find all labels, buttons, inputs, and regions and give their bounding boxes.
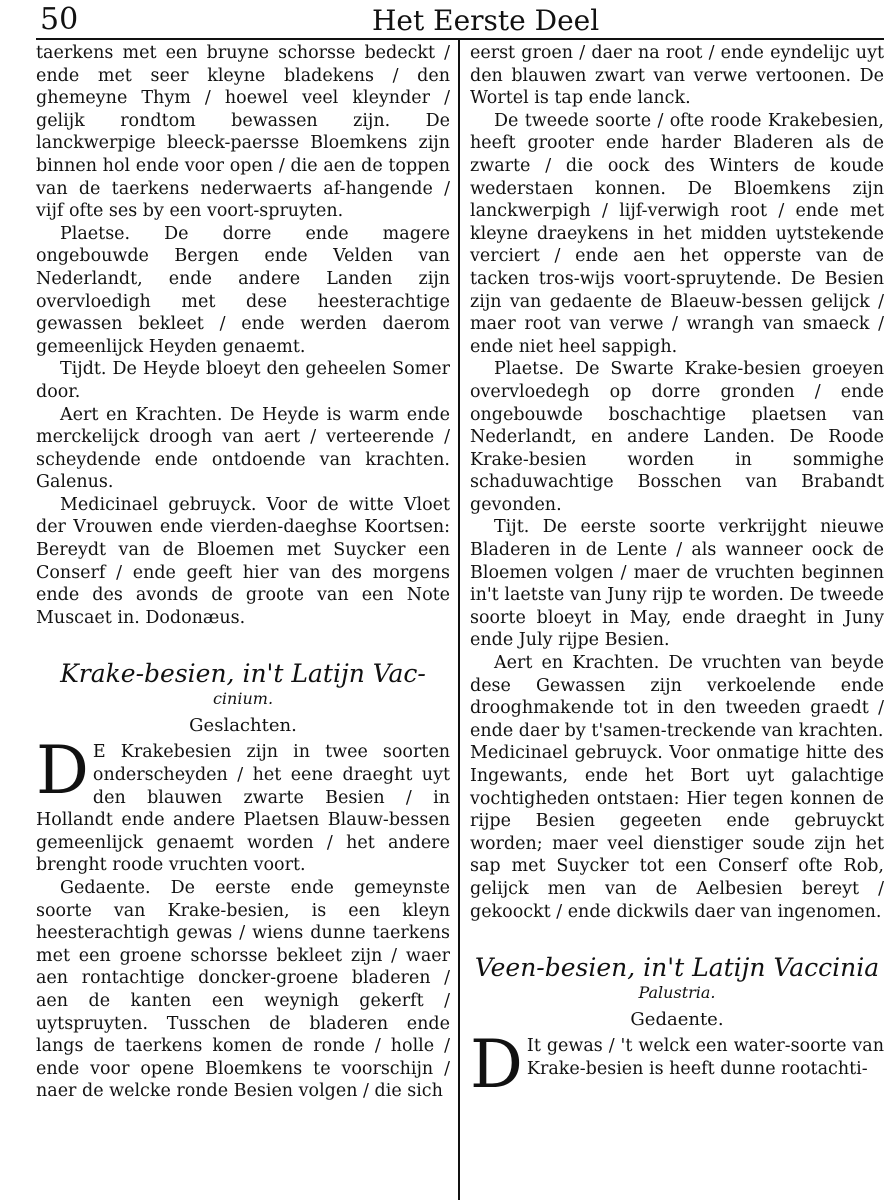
paragraph: Plaetse. De dorre ende magere ongebouwde Bergen ende Velden van Nederlandt, ende andere Landen zijn overvloedigh met dese heesterachtige gewassen bekleet / ende werden daerom gemeenlijck Heyden genaemt. [36,223,450,357]
paragraph: Aert en Krachten. De Heyde is warm ende merckelijck droogh van aert / verteerende / scheydende ende ontdoende van krachten. Galenus. [36,404,450,493]
paragraph-text: E Krakebesien zijn in twee soorten onderscheyden / het eene draeght uyt den blauwen zwarte Besien / in Hollandt ende andere Plaetsen Blauw-bessen gemeenlijck genaemt worden / het andere brenght roode vruchten voort. [36,742,450,876]
paragraph: Medicinael gebruyck. Voor onmatige hitte des Ingewants, ende het Bort uyt galachtige vochtigheden ontstaen: Hier tegen konnen de rijpe Besien gegeeten ende gebruyckt worden; maer veel dienstiger soude zijn het sap met Suycker tot een Conserf ofte Rob, gelijck men van de Aelbesien bereyt / gekoockt / ende dickwils daer van ingenomen. [470,743,884,922]
paragraph: Aert en Krachten. De vruchten van beyde dese Gewassen zijn verkoelende ende drooghmakende tot in den tweeden graedt / ende daer by t'samen-treckende van krachten. [470,653,884,741]
column-divider [458,40,460,1200]
header-rule [36,38,884,40]
paragraph: Tijdt. De Heyde bloeyt den geheelen Somer door. [36,359,450,402]
paragraph-text: It gewas / 't welck een water-soorte van Krake-besien is heeft dunne rootachti- [526,1036,884,1079]
drop-cap: D [470,1026,523,1104]
paragraph: taerkens met een bruyne schorsse bedeckt / ende met seer kleyne bladekens / den ghemeyne Thym / hoewel veel kleynder / gelijk rondtom bewassen zijn. De lanckwerpige bleeck-paersse Bloemkens zijn binnen hol ende voor open / die aen de toppen van de taerkens nederwaerts af-hangende / vijf ofte ses by een voort-spruyten. [36,43,450,222]
page-header [0,0,895,44]
paragraph: Gedaente. De eerste ende gemeynste soorte van Krake-besien, is een kleyn heesterachtigh gewas / wiens dunne taerkens met een groene schorsse bekleet zijn / waer aen rontachtige doncker-groene bladeren / aen de kanten een weynigh gekerft / uytspruyten. Tusschen de bladeren ende langs de taerkens komen de ronde / holle / ende voor opene Bloemkens te voorschijn / naer de welcke ronde Besien volgen / die sich [36,878,450,1102]
paragraph: eerst groen / daer na root / ende eyndelijc uyt den blauwen zwart van verwe vertoonen. De Wortel is tap ende lanck. [470,43,884,109]
paragraph: Tijt. De eerste soorte verkrijght nieuwe Bladeren in de Lente / als wanneer oock de Bloemen volgen / maer de vruchten beginnen in't laetste van Juny rijp te worden. De tweede soorte bloeyt in May, ende draeght in Juny ende July rijpe Besien. [470,517,884,651]
section-heading: Gedaente. [630,1009,724,1031]
paragraph [470,1026,884,1104]
entry-subtitle: Palustria. [638,983,716,1003]
entry-subtitle: cinium. [212,689,274,709]
entry-title: Krake-besien, in't Latijn Vac- [60,659,426,689]
entry-title: Veen-besien, in't Latijn Vaccinia [474,953,880,983]
right-column [470,42,884,1104]
paragraph: De tweede soorte / ofte roode Krakebesien, heeft grooter ende harder Bladeren als de zwarte / die oock des Winters de koude wederstaen konnen. De Bloemkens zijn lanckwerpigh / lijf-verwigh root / ende met kleyne draeykens in het midden uytstekende verciert / ende aen het opperste van de tacken tros-wijs voort-spruytende. De Besien zijn van gedaente de Blaeuw-bessen gelijck / maer root van verwe / wrangh van smaeck / ende niet heel sappigh. [470,110,884,357]
running-title: Het Eerste Deel [372,4,600,37]
paragraph: Plaetse. De Swarte Krake-besien groeyen overvloedegh op dorre gronden / ende ongebouwde boschachtige plaetsen van Nederlandt, en andere Landen. De Roode Krake-besien worden in sommighe schaduwachtige Bosschen van Brabandt gevonden. [470,359,884,515]
paragraph [36,732,450,877]
page-number: 50 [40,2,79,37]
section-heading: Geslachten. [189,715,297,737]
paragraph: Medicinael gebruyck. Voor de witte Vloet der Vrouwen ende vierden-daeghse Koortsen: Bereydt van de Bloemen met Suycker een Conserf / ende geeft hier van des morgens ende des avonds de groote van een Note Muscaet in. Dodonæus. [36,494,450,628]
drop-cap: D [36,732,89,810]
left-column [36,42,450,1103]
